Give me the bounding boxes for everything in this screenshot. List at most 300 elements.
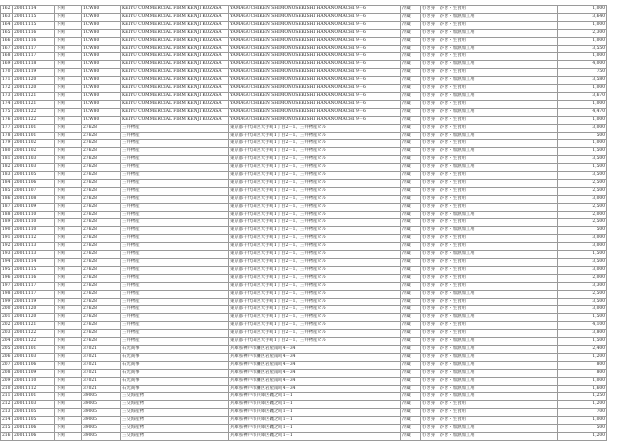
quantity-cell: 1,500 xyxy=(558,148,607,156)
port-cell: 下関 xyxy=(55,77,82,85)
table-row xyxy=(1,13,607,21)
table-row xyxy=(1,164,607,172)
quantity-cell: 3,000 xyxy=(558,243,607,251)
row-number: 215 xyxy=(1,425,13,433)
quantity-cell: 3,670 xyxy=(558,92,607,100)
port-cell: 下関 xyxy=(55,314,82,322)
date-cell: 20011113 xyxy=(13,251,55,259)
storage-cell: 冷蔵 xyxy=(401,353,421,361)
quantity-cell: 1,500 xyxy=(558,251,607,259)
date-cell: 20011110 xyxy=(13,211,55,219)
date-cell: 20011101 xyxy=(13,124,55,132)
company-cell: 三井物産 xyxy=(121,140,229,148)
table-row xyxy=(1,116,607,124)
port-cell: 下関 xyxy=(55,259,82,267)
port-cell: 下関 xyxy=(55,187,82,195)
product-cell: むき身 かき・生食用 xyxy=(421,401,558,409)
table-row xyxy=(1,345,607,353)
product-cell: むき身 かき・加熱加工用 xyxy=(421,132,558,140)
storage-cell: 冷蔵 xyxy=(401,385,421,393)
date-cell: 20011120 xyxy=(13,314,55,322)
code-cell: 37021 xyxy=(82,385,121,393)
product-cell: むき身 かき・加熱加工用 xyxy=(421,377,558,385)
company-cell: 三井物産 xyxy=(121,219,229,227)
quantity-cell: 1,200 xyxy=(558,401,607,409)
code-cell: 27628 xyxy=(82,274,121,282)
port-cell: 下関 xyxy=(55,164,82,172)
row-number: 208 xyxy=(1,369,13,377)
quantity-cell: 800 xyxy=(558,361,607,369)
storage-cell: 冷蔵 xyxy=(401,290,421,298)
row-number: 173 xyxy=(1,92,13,100)
quantity-cell: 3,500 xyxy=(558,172,607,180)
storage-cell: 冷蔵 xyxy=(401,69,421,77)
port-cell: 下関 xyxy=(55,338,82,346)
row-number: 195 xyxy=(1,266,13,274)
product-cell: むき身 かき・生食用 xyxy=(421,219,558,227)
row-number: 198 xyxy=(1,290,13,298)
company-cell: 三交海産物 xyxy=(121,409,229,417)
table-row xyxy=(1,425,607,433)
storage-cell: 冷蔵 xyxy=(401,172,421,180)
code-cell: 27628 xyxy=(82,164,121,172)
row-number: 196 xyxy=(1,274,13,282)
address-cell: 東京都千代田区大手町1丁目2－1、三井物産ビル xyxy=(229,219,401,227)
date-cell: 20011101 xyxy=(13,393,55,401)
company-cell: KEIYU COMMERCIAL FIRM KENJI KOZASA xyxy=(121,37,229,45)
port-cell: 下関 xyxy=(55,92,82,100)
storage-cell: 冷蔵 xyxy=(401,77,421,85)
row-number: 216 xyxy=(1,432,13,440)
port-cell: 下関 xyxy=(55,425,82,433)
address-cell: 東京都千代田区大手町1丁目2－1、三井物産ビル xyxy=(229,330,401,338)
code-cell: 27628 xyxy=(82,243,121,251)
product-cell: むき身 かき・加熱加工用 xyxy=(421,369,558,377)
port-cell: 下関 xyxy=(55,417,82,425)
table-row xyxy=(1,219,607,227)
row-number: 192 xyxy=(1,243,13,251)
table-row xyxy=(1,124,607,132)
address-cell: YAMAGUCHIKEN SHIMONOSEKISHI HANANOMACHI 9－6 xyxy=(229,100,401,108)
company-cell: 三井物産 xyxy=(121,164,229,172)
quantity-cell: 3,300 xyxy=(558,282,607,290)
date-cell: 20011109 xyxy=(13,203,55,211)
product-cell: むき身 かき・加熱加工用 xyxy=(421,361,558,369)
port-cell: 下関 xyxy=(55,345,82,353)
row-number: 188 xyxy=(1,211,13,219)
company-cell: KEIYU COMMERCIAL FIRM KENJI KOZASA xyxy=(121,13,229,21)
company-cell: 三井物産 xyxy=(121,124,229,132)
company-cell: KEIYU COMMERCIAL FIRM KENJI KOZASA xyxy=(121,77,229,85)
table-row xyxy=(1,361,607,369)
table-row xyxy=(1,377,607,385)
product-cell: むき身 かき・生食用 xyxy=(421,259,558,267)
storage-cell: 冷蔵 xyxy=(401,401,421,409)
product-cell: むき身 かき・生食用 xyxy=(421,322,558,330)
port-cell: 下関 xyxy=(55,195,82,203)
row-number: 197 xyxy=(1,282,13,290)
table-row xyxy=(1,100,607,108)
company-cell: KEIYU COMMERCIAL FIRM KENJI KOZASA xyxy=(121,108,229,116)
address-cell: YAMAGUCHIKEN SHIMONOSEKISHI HANANOMACHI 9－6 xyxy=(229,45,401,53)
company-cell: KEIYU COMMERCIAL FIRM KENJI KOZASA xyxy=(121,116,229,124)
table-row xyxy=(1,92,607,100)
data-table xyxy=(0,5,607,441)
product-cell: むき身 かき・生食用 xyxy=(421,156,558,164)
product-cell: むき身 かき・加熱加工用 xyxy=(421,13,558,21)
product-cell: むき身 かき・加熱加工用 xyxy=(421,251,558,259)
code-cell: 27628 xyxy=(82,195,121,203)
code-cell: 1CW80 xyxy=(82,108,121,116)
company-cell: 三交海産物 xyxy=(121,393,229,401)
product-cell: むき身 かき・加熱加工用 xyxy=(421,92,558,100)
storage-cell: 冷蔵 xyxy=(401,314,421,322)
address-cell: 兵庫県神戸市兵庫区磯之町1－1 xyxy=(229,409,401,417)
row-number: 172 xyxy=(1,85,13,93)
quantity-cell: 3,000 xyxy=(558,195,607,203)
quantity-cell: 1,000 xyxy=(558,116,607,124)
port-cell: 下関 xyxy=(55,219,82,227)
code-cell: 27628 xyxy=(82,298,121,306)
date-cell: 20011120 xyxy=(13,85,55,93)
product-cell: むき身 かき・加熱加工用 xyxy=(421,148,558,156)
date-cell: 20011110 xyxy=(13,219,55,227)
storage-cell: 冷蔵 xyxy=(401,45,421,53)
table-row xyxy=(1,369,607,377)
quantity-cell: 2,500 xyxy=(558,219,607,227)
table-row xyxy=(1,306,607,314)
address-cell: 兵庫県神戸市兵庫区磯之町1－1 xyxy=(229,401,401,409)
row-number: 194 xyxy=(1,259,13,267)
date-cell: 20011116 xyxy=(13,274,55,282)
quantity-cell: 3,550 xyxy=(558,45,607,53)
quantity-cell: 1,600 xyxy=(558,385,607,393)
company-cell: 三井物産 xyxy=(121,211,229,219)
port-cell: 下関 xyxy=(55,369,82,377)
port-cell: 下関 xyxy=(55,13,82,21)
table-row xyxy=(1,61,607,69)
port-cell: 下関 xyxy=(55,243,82,251)
address-cell: 東京都千代田区大手町1丁目2－1、三井物産ビル xyxy=(229,132,401,140)
date-cell: 20011120 xyxy=(13,77,55,85)
table-row xyxy=(1,21,607,29)
quantity-cell: 3,000 xyxy=(558,306,607,314)
row-number: 166 xyxy=(1,37,13,45)
row-number: 185 xyxy=(1,187,13,195)
company-cell: KEIYU COMMERCIAL FIRM KENJI KOZASA xyxy=(121,92,229,100)
company-cell: 石光商事 xyxy=(121,369,229,377)
date-cell: 20011121 xyxy=(13,92,55,100)
date-cell: 20011102 xyxy=(13,148,55,156)
port-cell: 下関 xyxy=(55,179,82,187)
port-cell: 下関 xyxy=(55,432,82,440)
address-cell: 東京都千代田区大手町1丁目2－1、三井物産ビル xyxy=(229,227,401,235)
port-cell: 下関 xyxy=(55,401,82,409)
port-cell: 下関 xyxy=(55,211,82,219)
quantity-cell: 3,000 xyxy=(558,235,607,243)
port-cell: 下関 xyxy=(55,100,82,108)
row-number: 199 xyxy=(1,298,13,306)
quantity-cell: 800 xyxy=(558,369,607,377)
table-row xyxy=(1,195,607,203)
row-number: 183 xyxy=(1,172,13,180)
address-cell: 兵庫県神戸市兵庫区磯之町1－1 xyxy=(229,417,401,425)
quantity-cell: 500 xyxy=(558,132,607,140)
code-cell: 1CW80 xyxy=(82,85,121,93)
storage-cell: 冷蔵 xyxy=(401,259,421,267)
table-row xyxy=(1,409,607,417)
address-cell: 東京都千代田区大手町1丁目2－1、三井物産ビル xyxy=(229,298,401,306)
code-cell: 1CW80 xyxy=(82,92,121,100)
code-cell: 37021 xyxy=(82,377,121,385)
product-cell: むき身 かき・生食用 xyxy=(421,6,558,14)
table-row xyxy=(1,353,607,361)
code-cell: 1CW80 xyxy=(82,21,121,29)
company-cell: KEIYU COMMERCIAL FIRM KENJI KOZASA xyxy=(121,85,229,93)
quantity-cell: 700 xyxy=(558,409,607,417)
product-cell: むき身 かき・生食用 xyxy=(421,179,558,187)
table-row xyxy=(1,235,607,243)
port-cell: 下関 xyxy=(55,85,82,93)
product-cell: むき身 かき・生食用 xyxy=(421,53,558,61)
table-row xyxy=(1,69,607,77)
date-cell: 20011101 xyxy=(13,345,55,353)
code-cell: 27628 xyxy=(82,156,121,164)
address-cell: 兵庫県神戸市灘区岩屋南町4－34 xyxy=(229,385,401,393)
quantity-cell: 1,000 xyxy=(558,53,607,61)
row-number: 167 xyxy=(1,45,13,53)
quantity-cell: 750 xyxy=(558,69,607,77)
port-cell: 下関 xyxy=(55,6,82,14)
address-cell: 兵庫県神戸市灘区岩屋南町4－34 xyxy=(229,377,401,385)
product-cell: むき身 かき・生食用 xyxy=(421,235,558,243)
storage-cell: 冷蔵 xyxy=(401,330,421,338)
port-cell: 下関 xyxy=(55,124,82,132)
address-cell: 東京都千代田区大手町1丁目2－1、三井物産ビル xyxy=(229,243,401,251)
address-cell: 東京都千代田区大手町1丁目2－1、三井物産ビル xyxy=(229,314,401,322)
storage-cell: 冷蔵 xyxy=(401,235,421,243)
row-number: 214 xyxy=(1,417,13,425)
quantity-cell: 1,000 xyxy=(558,85,607,93)
company-cell: 三井物産 xyxy=(121,306,229,314)
storage-cell: 冷蔵 xyxy=(401,282,421,290)
address-cell: 東京都千代田区大手町1丁目2－1、三井物産ビル xyxy=(229,266,401,274)
company-cell: 三井物産 xyxy=(121,172,229,180)
quantity-cell: 4,000 xyxy=(558,61,607,69)
storage-cell: 冷蔵 xyxy=(401,179,421,187)
date-cell: 20011122 xyxy=(13,338,55,346)
storage-cell: 冷蔵 xyxy=(401,251,421,259)
company-cell: KEIYU COMMERCIAL FIRM KENJI KOZASA xyxy=(121,6,229,14)
company-cell: 石光商事 xyxy=(121,345,229,353)
quantity-cell: 500 xyxy=(558,425,607,433)
date-cell: 20011115 xyxy=(13,21,55,29)
date-cell: 20011103 xyxy=(13,353,55,361)
product-cell: むき身 かき・加熱加工用 xyxy=(421,393,558,401)
row-number: 179 xyxy=(1,140,13,148)
port-cell: 下関 xyxy=(55,322,82,330)
code-cell: 37021 xyxy=(82,369,121,377)
date-cell: 20011122 xyxy=(13,108,55,116)
company-cell: 三交海産物 xyxy=(121,417,229,425)
address-cell: 東京都千代田区大手町1丁目2－1、三井物産ビル xyxy=(229,211,401,219)
date-cell: 20011112 xyxy=(13,235,55,243)
quantity-cell: 1,000 xyxy=(558,21,607,29)
row-number: 206 xyxy=(1,353,13,361)
storage-cell: 冷蔵 xyxy=(401,266,421,274)
port-cell: 下関 xyxy=(55,21,82,29)
quantity-cell: 3,500 xyxy=(558,259,607,267)
quantity-cell: 2,500 xyxy=(558,187,607,195)
company-cell: 三井物産 xyxy=(121,195,229,203)
port-cell: 下関 xyxy=(55,53,82,61)
date-cell: 20011115 xyxy=(13,266,55,274)
date-cell: 20011114 xyxy=(13,259,55,267)
date-cell: 20011117 xyxy=(13,45,55,53)
code-cell: 1CW80 xyxy=(82,53,121,61)
storage-cell: 冷蔵 xyxy=(401,6,421,14)
row-number: 168 xyxy=(1,53,13,61)
date-cell: 20011105 xyxy=(13,409,55,417)
row-number: 169 xyxy=(1,61,13,69)
address-cell: 兵庫県神戸市灘区岩屋南町4－34 xyxy=(229,361,401,369)
company-cell: 三井物産 xyxy=(121,179,229,187)
date-cell: 20011115 xyxy=(13,13,55,21)
code-cell: 39005 xyxy=(82,401,121,409)
port-cell: 下関 xyxy=(55,393,82,401)
storage-cell: 冷蔵 xyxy=(401,243,421,251)
quantity-cell: 3,800 xyxy=(558,330,607,338)
row-number: 211 xyxy=(1,393,13,401)
quantity-cell: 2,000 xyxy=(558,211,607,219)
code-cell: 27628 xyxy=(82,140,121,148)
code-cell: 1CW80 xyxy=(82,29,121,37)
row-number: 175 xyxy=(1,108,13,116)
row-number: 171 xyxy=(1,77,13,85)
quantity-cell: 1,250 xyxy=(558,393,607,401)
storage-cell: 冷蔵 xyxy=(401,156,421,164)
address-cell: YAMAGUCHIKEN SHIMONOSEKISHI HANANOMACHI 9－6 xyxy=(229,92,401,100)
table-row xyxy=(1,322,607,330)
table-row xyxy=(1,172,607,180)
storage-cell: 冷蔵 xyxy=(401,100,421,108)
company-cell: 三井物産 xyxy=(121,203,229,211)
port-cell: 下関 xyxy=(55,172,82,180)
storage-cell: 冷蔵 xyxy=(401,37,421,45)
product-cell: むき身 かき・生食用 xyxy=(421,85,558,93)
quantity-cell: 2,300 xyxy=(558,29,607,37)
quantity-cell: 2,500 xyxy=(558,290,607,298)
quantity-cell: 1,000 xyxy=(558,37,607,45)
code-cell: 1CW80 xyxy=(82,37,121,45)
address-cell: 東京都千代田区大手町1丁目2－1、三井物産ビル xyxy=(229,259,401,267)
product-cell: むき身 かき・生食用 xyxy=(421,172,558,180)
company-cell: 三交海産物 xyxy=(121,432,229,440)
date-cell: 20011102 xyxy=(13,140,55,148)
table-row xyxy=(1,85,607,93)
row-number: 200 xyxy=(1,306,13,314)
code-cell: 1CW80 xyxy=(82,116,121,124)
company-cell: 石光商事 xyxy=(121,353,229,361)
code-cell: 27628 xyxy=(82,132,121,140)
date-cell: 20011122 xyxy=(13,330,55,338)
quantity-cell: 4,100 xyxy=(558,322,607,330)
storage-cell: 冷蔵 xyxy=(401,21,421,29)
address-cell: 兵庫県神戸市兵庫区磯之町1－1 xyxy=(229,393,401,401)
row-number: 201 xyxy=(1,314,13,322)
quantity-cell: 3,580 xyxy=(558,77,607,85)
code-cell: 1CW80 xyxy=(82,69,121,77)
date-cell: 20011103 xyxy=(13,401,55,409)
company-cell: 三井物産 xyxy=(121,156,229,164)
port-cell: 下関 xyxy=(55,61,82,69)
row-number: 209 xyxy=(1,377,13,385)
company-cell: 三井物産 xyxy=(121,148,229,156)
port-cell: 下関 xyxy=(55,330,82,338)
code-cell: 1CW80 xyxy=(82,45,121,53)
row-number: 184 xyxy=(1,179,13,187)
product-cell: むき身 かき・加熱加工用 xyxy=(421,45,558,53)
code-cell: 1CW80 xyxy=(82,61,121,69)
address-cell: 兵庫県神戸市兵庫区磯之町1－1 xyxy=(229,432,401,440)
code-cell: 27628 xyxy=(82,211,121,219)
table-row xyxy=(1,156,607,164)
company-cell: 三交海産物 xyxy=(121,425,229,433)
product-cell: むき身 かき・加熱加工用 xyxy=(421,211,558,219)
table-row xyxy=(1,417,607,425)
port-cell: 下関 xyxy=(55,251,82,259)
table-row xyxy=(1,179,607,187)
table-row xyxy=(1,251,607,259)
quantity-cell: 3,640 xyxy=(558,13,607,21)
storage-cell: 冷蔵 xyxy=(401,108,421,116)
product-cell: むき身 かき・生食用 xyxy=(421,37,558,45)
product-cell: むき身 かき・加熱加工用 xyxy=(421,227,558,235)
address-cell: YAMAGUCHIKEN SHIMONOSEKISHI HANANOMACHI 9－6 xyxy=(229,37,401,45)
date-cell: 20011116 xyxy=(13,37,55,45)
row-number: 190 xyxy=(1,227,13,235)
address-cell: YAMAGUCHIKEN SHIMONOSEKISHI HANANOMACHI 9－6 xyxy=(229,85,401,93)
port-cell: 下関 xyxy=(55,298,82,306)
table-row xyxy=(1,148,607,156)
port-cell: 下関 xyxy=(55,385,82,393)
port-cell: 下関 xyxy=(55,409,82,417)
product-cell: むき身 かき・生食用 xyxy=(421,298,558,306)
product-cell: むき身 かき・加熱加工用 xyxy=(421,345,558,353)
storage-cell: 冷蔵 xyxy=(401,92,421,100)
storage-cell: 冷蔵 xyxy=(401,361,421,369)
port-cell: 下関 xyxy=(55,45,82,53)
product-cell: むき身 かき・生食用 xyxy=(421,409,558,417)
port-cell: 下関 xyxy=(55,132,82,140)
date-cell: 20011116 xyxy=(13,29,55,37)
product-cell: むき身 かき・加熱加工用 xyxy=(421,108,558,116)
address-cell: 兵庫県神戸市灘区岩屋南町4－34 xyxy=(229,369,401,377)
storage-cell: 冷蔵 xyxy=(401,369,421,377)
port-cell: 下関 xyxy=(55,306,82,314)
code-cell: 39005 xyxy=(82,409,121,417)
company-cell: 三井物産 xyxy=(121,227,229,235)
date-cell: 20011117 xyxy=(13,53,55,61)
row-number: 170 xyxy=(1,69,13,77)
date-cell: 20011105 xyxy=(13,417,55,425)
quantity-cell: 2,400 xyxy=(558,345,607,353)
address-cell: YAMAGUCHIKEN SHIMONOSEKISHI HANANOMACHI 9－6 xyxy=(229,61,401,69)
row-number: 162 xyxy=(1,6,13,14)
table-row xyxy=(1,132,607,140)
table-row xyxy=(1,432,607,440)
product-cell: むき身 かき・生食用 xyxy=(421,187,558,195)
